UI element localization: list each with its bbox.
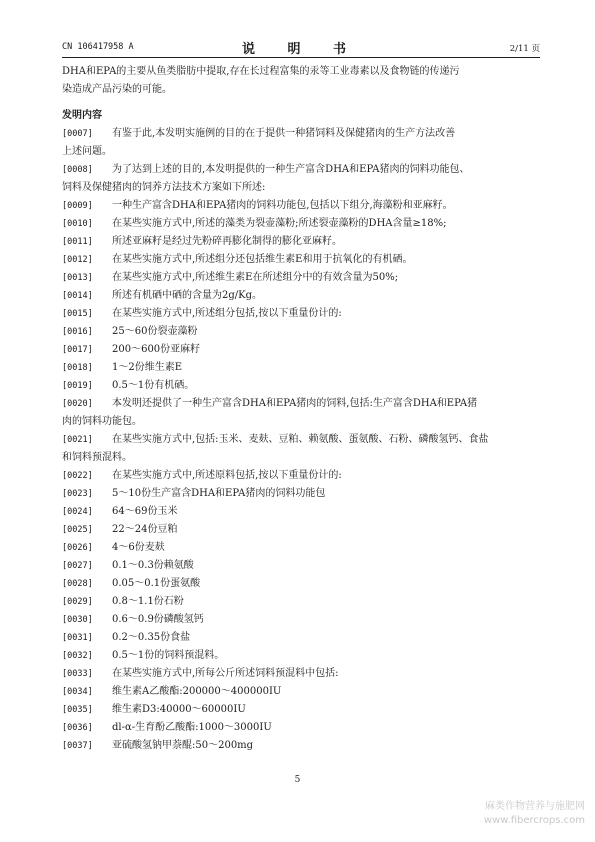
paragraph-number: [0035] xyxy=(62,705,93,715)
paragraph-number: [0022] xyxy=(62,471,93,481)
paragraph-text: 64～69份玉米 xyxy=(112,506,178,517)
paragraph-number: [0014] xyxy=(62,291,93,301)
paragraph-number: [0007] xyxy=(62,129,93,139)
paragraph-text: 22～24份豆粕 xyxy=(112,524,178,535)
paragraph-text: 0.8～1.1份石粉 xyxy=(112,596,184,607)
paragraph-text: 0.5～1份的饲料预混料。 xyxy=(112,650,225,661)
paragraph-number: [0018] xyxy=(62,363,93,373)
paragraph-text: 所述亚麻籽是经过先粉碎再膨化制得的膨化亚麻籽。 xyxy=(112,236,342,247)
paragraph xyxy=(62,629,542,647)
document-body xyxy=(62,63,542,755)
paragraph xyxy=(62,323,542,341)
paragraph-text: 5～10份生产富含DHA和EPA猪肉的饲料功能包 xyxy=(112,488,326,499)
paragraph-text: 亚硫酸氢钠甲萘醌:50～200mg xyxy=(112,740,254,751)
paragraph xyxy=(62,521,542,539)
paragraph-number: [0016] xyxy=(62,327,93,337)
paragraph-list xyxy=(62,125,542,755)
paragraph-number: [0011] xyxy=(62,237,93,247)
paragraph-number: [0008] xyxy=(62,165,93,175)
paragraph-text: 肉的饲料功能包。 xyxy=(62,416,142,427)
paragraph-text: 0.05～0.1份蛋氨酸 xyxy=(112,578,201,589)
paragraph-number: [0010] xyxy=(62,219,93,229)
paragraph-text: 0.1～0.3份赖氨酸 xyxy=(112,560,194,571)
paragraph-text: 0.6～0.9份磷酸氢钙 xyxy=(112,614,204,625)
paragraph-number: [0017] xyxy=(62,345,93,355)
paragraph-number: [0021] xyxy=(62,435,93,445)
paragraph-number: [0027] xyxy=(62,561,93,571)
paragraph xyxy=(62,737,542,755)
paragraph-number: [0009] xyxy=(62,201,93,211)
paragraph-text: 0.2～0.35份食盐 xyxy=(112,632,191,643)
watermark xyxy=(484,800,585,828)
paragraph-text: 和饲料预混料。 xyxy=(62,452,132,463)
page-header xyxy=(62,38,540,56)
paragraph-text: 25～60份裂壶藻粉 xyxy=(112,326,198,337)
paragraph xyxy=(62,539,542,557)
paragraph-text: 1～2份维生素E xyxy=(112,362,183,373)
paragraph-number: [0024] xyxy=(62,507,93,517)
paragraph-number: [0032] xyxy=(62,651,93,661)
paragraph xyxy=(62,395,542,413)
paragraph-text: 200～600份亚麻籽 xyxy=(112,344,201,355)
paragraph xyxy=(62,593,542,611)
paragraph-text: 维生素D3:40000～60000IU xyxy=(112,704,246,715)
paragraph-text: 维生素A乙酸酯:200000～400000IU xyxy=(112,686,282,697)
paragraph xyxy=(62,359,542,377)
paragraph-continuation xyxy=(62,449,542,467)
paragraph xyxy=(62,467,542,485)
paragraph-number: [0029] xyxy=(62,597,93,607)
paragraph-number: [0030] xyxy=(62,615,93,625)
paragraph-text: 在某些实施方式中,所述维生素E在所述组分中的有效含量为50%; xyxy=(112,272,399,283)
paragraph-continuation xyxy=(62,413,542,431)
paragraph xyxy=(62,719,542,737)
document-title: 说 明 书 xyxy=(241,42,361,57)
paragraph-text: 本发明还提供了一种生产富含DHA和EPA猪肉的饲料,包括:生产富含DHA和EPA猪 xyxy=(112,398,478,409)
paragraph-text: 在某些实施方式中,所述组分包括,按以下重量份计的: xyxy=(112,308,342,319)
paragraph-continuation xyxy=(62,143,542,161)
paragraph xyxy=(62,377,542,395)
patent-number: CN 106417958 A xyxy=(62,42,134,52)
paragraph-number: [0012] xyxy=(62,255,93,265)
paragraph-text: 在某些实施方式中,所述组分还包括维生素E和用于抗氧化的有机硒。 xyxy=(112,254,413,265)
paragraph-text: 饲料及保健猪肉的饲养方法技术方案如下所述: xyxy=(62,182,266,193)
paragraph-number: [0034] xyxy=(62,687,93,697)
page-number: 5 xyxy=(294,775,301,785)
paragraph xyxy=(62,431,542,449)
paragraph xyxy=(62,287,542,305)
paragraph-text: 4～6份麦麸 xyxy=(112,542,165,553)
paragraph-number: [0031] xyxy=(62,633,93,643)
paragraph-text: 在某些实施方式中,所述的藻类为裂壶藻粉;所述裂壶藻粉的DHA含量≥18%; xyxy=(112,218,447,229)
paragraph-number: [0026] xyxy=(62,543,93,553)
paragraph-text: 在某些实施方式中,包括:玉米、麦麸、豆粕、赖氨酸、蛋氨酸、石粉、磷酸氢钙、食盐 xyxy=(112,434,489,445)
intro-line: DHA和EPA的主要从鱼类脂肪中提取,存在长过程富集的汞等工业毒素以及食物链的传递污 xyxy=(62,66,460,77)
paragraph xyxy=(62,557,542,575)
paragraph xyxy=(62,251,542,269)
paragraph xyxy=(62,305,542,323)
paragraph xyxy=(62,269,542,287)
paragraph-text: 一种生产富含DHA和EPA猪肉的饲料功能包,包括以下组分,海藻粉和亚麻籽。 xyxy=(112,200,453,211)
intro-line: 染造成产品污染的可能。 xyxy=(62,84,172,95)
paragraph-text: 0.5～1份有机硒。 xyxy=(112,380,195,391)
paragraph-number: [0037] xyxy=(62,741,93,751)
paragraph-number: [0013] xyxy=(62,273,93,283)
paragraph xyxy=(62,575,542,593)
paragraph-text: dl-α-生育酚乙酸酯:1000～3000IU xyxy=(112,722,272,733)
paragraph-number: [0033] xyxy=(62,669,93,679)
paragraph-text: 在某些实施方式中,所述原料包括,按以下重量份计的: xyxy=(112,470,342,481)
paragraph-number: [0025] xyxy=(62,525,93,535)
paragraph xyxy=(62,233,542,251)
page-indicator: 2/11 页 xyxy=(509,44,540,54)
section-heading: 发明内容 xyxy=(62,110,102,121)
paragraph xyxy=(62,125,542,143)
paragraph-text: 在某些实施方式中,所每公斤所述饲料预混料中包括: xyxy=(112,668,339,679)
watermark-url: www.fibercrops.com xyxy=(483,815,585,826)
paragraph-text: 为了达到上述的目的,本发明提供的一种生产富含DHA和EPA猪肉的饲料功能包、 xyxy=(112,164,470,175)
paragraph xyxy=(62,197,542,215)
paragraph xyxy=(62,215,542,233)
paragraph-number: [0020] xyxy=(62,399,93,409)
paragraph xyxy=(62,647,542,665)
paragraph xyxy=(62,161,542,179)
paragraph xyxy=(62,485,542,503)
paragraph-text: 上述问题。 xyxy=(62,146,112,157)
paragraph xyxy=(62,701,542,719)
paragraph-number: [0023] xyxy=(62,489,93,499)
paragraph-number: [0036] xyxy=(62,723,93,733)
paragraph xyxy=(62,665,542,683)
paragraph xyxy=(62,611,542,629)
paragraph-number: [0019] xyxy=(62,381,93,391)
paragraph xyxy=(62,503,542,521)
paragraph xyxy=(62,341,542,359)
paragraph-text: 有鉴于此,本发明实施例的目的在于提供一种猪饲料及保健猪肉的生产方法改善 xyxy=(112,128,456,139)
header-divider xyxy=(62,57,540,58)
paragraph-text: 所述有机硒中硒的含量为2g/Kg。 xyxy=(112,290,263,301)
paragraph-number: [0015] xyxy=(62,309,93,319)
watermark-title: 麻类作物营养与施肥网 xyxy=(485,801,585,812)
paragraph-continuation xyxy=(62,179,542,197)
paragraph-number: [0028] xyxy=(62,579,93,589)
paragraph xyxy=(62,683,542,701)
intro-paragraph xyxy=(62,63,542,99)
